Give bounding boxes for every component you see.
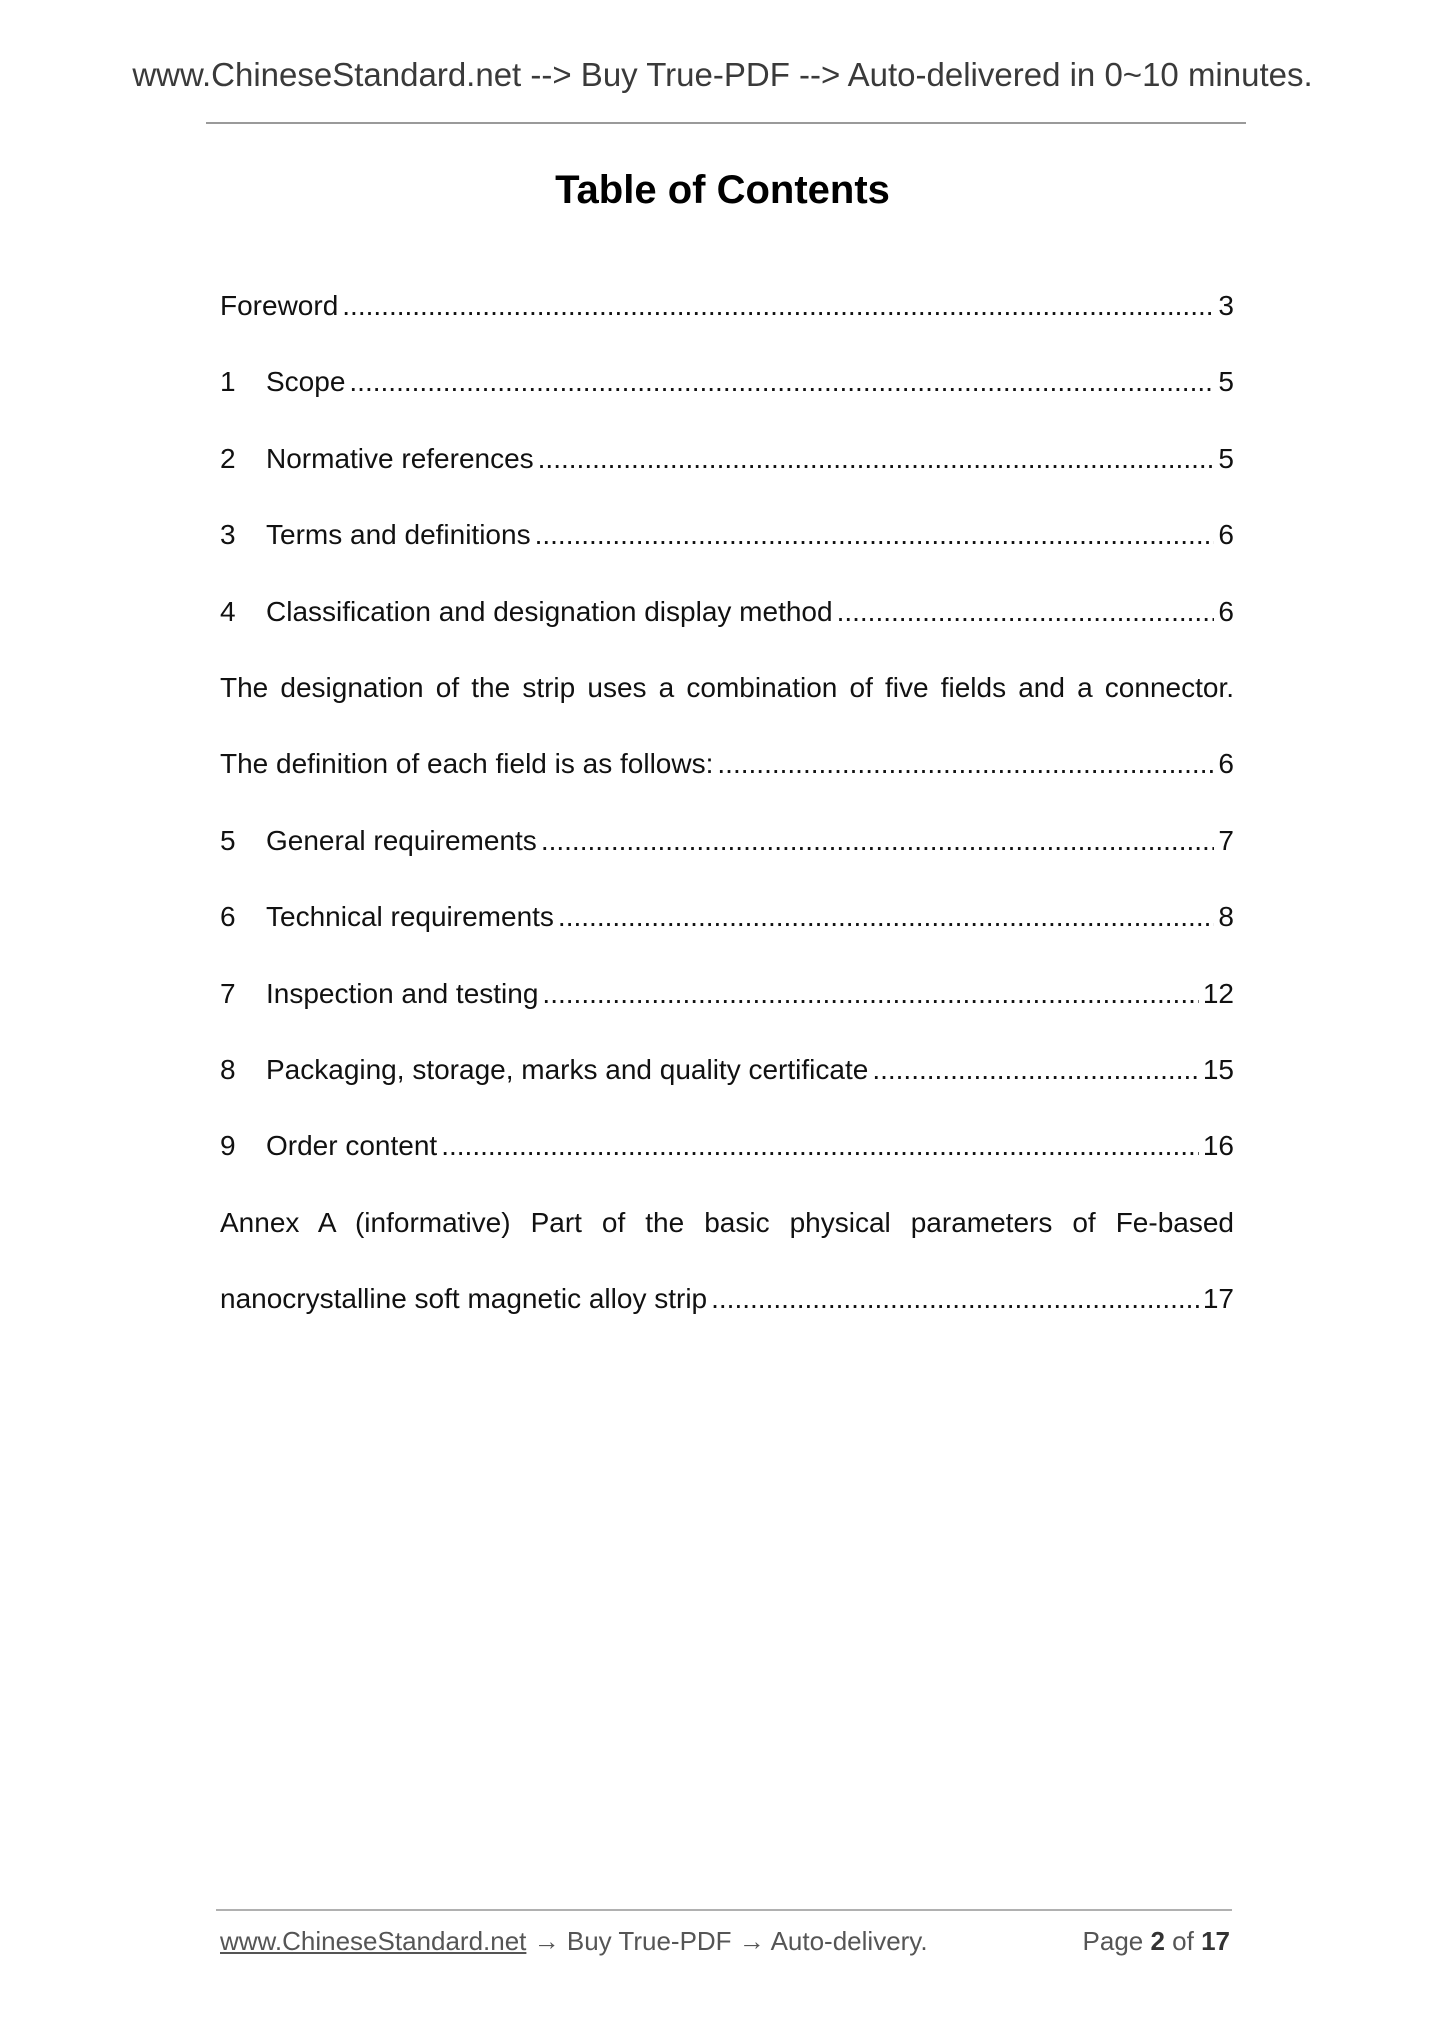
toc-leader-dots: [349, 360, 1214, 404]
toc-entry-label: General requirements: [266, 824, 537, 856]
footer-rule: [216, 1909, 1232, 1911]
footer-site-link[interactable]: www.ChineseStandard.net: [220, 1926, 527, 1956]
toc-entry-normative-references[interactable]: [220, 437, 1234, 513]
toc-entry-general-requirements[interactable]: [220, 819, 1234, 895]
toc-entry-page: 6: [1218, 595, 1234, 627]
toc-entry-number: 1: [220, 366, 236, 398]
toc-entry-label: Terms and definitions: [266, 519, 531, 551]
toc-leader-dots: [872, 1048, 1199, 1092]
toc-entry-annex-a[interactable]: [220, 1277, 1234, 1353]
toc-entry-page: 5: [1218, 442, 1234, 474]
toc-entry-number: 9: [220, 1130, 236, 1162]
toc-entry-page: 5: [1218, 366, 1234, 398]
toc-leader-dots: [535, 513, 1215, 557]
toc-entry-label: Normative references: [266, 442, 534, 474]
page-prefix: Page: [1082, 1926, 1151, 1956]
toc-entry-page: 16: [1202, 1130, 1234, 1162]
toc-entry-page: 6: [1218, 748, 1234, 780]
toc-entry-terms-definitions[interactable]: [220, 513, 1234, 589]
toc-entry-page: 8: [1218, 901, 1234, 933]
toc-entry-label: Inspection and testing: [266, 977, 539, 1009]
toc-designation-note: The designation of the strip uses a combination of five fields and a connector.: [220, 671, 1234, 703]
toc-entry-label: Technical requirements: [266, 901, 554, 933]
toc-leader-dots: [342, 284, 1214, 328]
toc-entry-page: 17: [1202, 1283, 1234, 1315]
toc-entry-packaging[interactable]: [220, 1048, 1234, 1124]
toc-entry-order-content[interactable]: [220, 1124, 1234, 1200]
toc-entry-label: Foreword: [220, 290, 339, 321]
toc-entry-number: 4: [220, 595, 236, 627]
page-number: [1083, 1926, 1230, 1957]
toc-leader-dots: [837, 590, 1215, 634]
toc-entry-label: Packaging, storage, marks and quality certificate: [266, 1053, 869, 1085]
toc-entry-number: 3: [220, 519, 236, 551]
toc-entry-label: The definition of each field is as follows:: [220, 748, 714, 780]
toc-entry-number: 6: [220, 901, 236, 933]
toc-entry-label: nanocrystalline soft magnetic alloy strip: [220, 1283, 708, 1315]
toc-entry-number: 8: [220, 1053, 236, 1085]
site-banner: www.ChineseStandard.net --> Buy True-PDF --> Auto-delivered in 0~10 minutes.: [132, 56, 1313, 93]
toc-leader-dots: [538, 437, 1215, 481]
toc-entry-inspection-testing[interactable]: [220, 972, 1234, 1048]
toc-entry-page: 3: [1218, 290, 1234, 321]
toc-entry-page: 6: [1218, 519, 1234, 551]
toc-entry-number: 7: [220, 977, 236, 1009]
toc-entry-number: 5: [220, 824, 236, 856]
toc-annex-a-title[interactable]: Annex A (informative) Part of the basic physical parameters of Fe-based: [220, 1206, 1234, 1238]
page-mid: of: [1164, 1926, 1202, 1956]
toc-entry-number: 2: [220, 442, 236, 474]
toc-entry-page: 12: [1202, 977, 1234, 1009]
toc-entry-label: Scope: [266, 366, 346, 398]
toc-list: [220, 284, 1234, 1353]
toc-leader-dots: [541, 819, 1215, 863]
footer-tagline: → Buy True-PDF → Auto-delivery.: [526, 1926, 928, 1956]
toc-entry-classification[interactable]: [220, 590, 1234, 666]
toc-leader-dots: [441, 1124, 1199, 1168]
toc-entry-field-definitions[interactable]: [220, 742, 1234, 818]
toc-entry-page: 7: [1218, 824, 1234, 856]
header-rule: [206, 122, 1246, 124]
toc-leader-dots: [717, 742, 1214, 786]
page-current: 2: [1150, 1926, 1165, 1956]
toc-entry-technical-requirements[interactable]: [220, 895, 1234, 971]
toc-entry-foreword[interactable]: [220, 284, 1234, 360]
toc-leader-dots: [542, 972, 1198, 1016]
toc-leader-dots: [558, 895, 1215, 939]
toc-entry-scope[interactable]: [220, 360, 1234, 436]
toc-entry-page: 15: [1202, 1053, 1234, 1085]
page-footer: [220, 1926, 1230, 1957]
page-title: Table of Contents: [555, 168, 890, 212]
toc-leader-dots: [711, 1277, 1199, 1321]
toc-entry-label: Classification and designation display method: [266, 595, 833, 627]
toc-entry-label: Order content: [266, 1130, 438, 1162]
page-total: 17: [1201, 1926, 1230, 1956]
footer-left: [220, 1926, 928, 1957]
